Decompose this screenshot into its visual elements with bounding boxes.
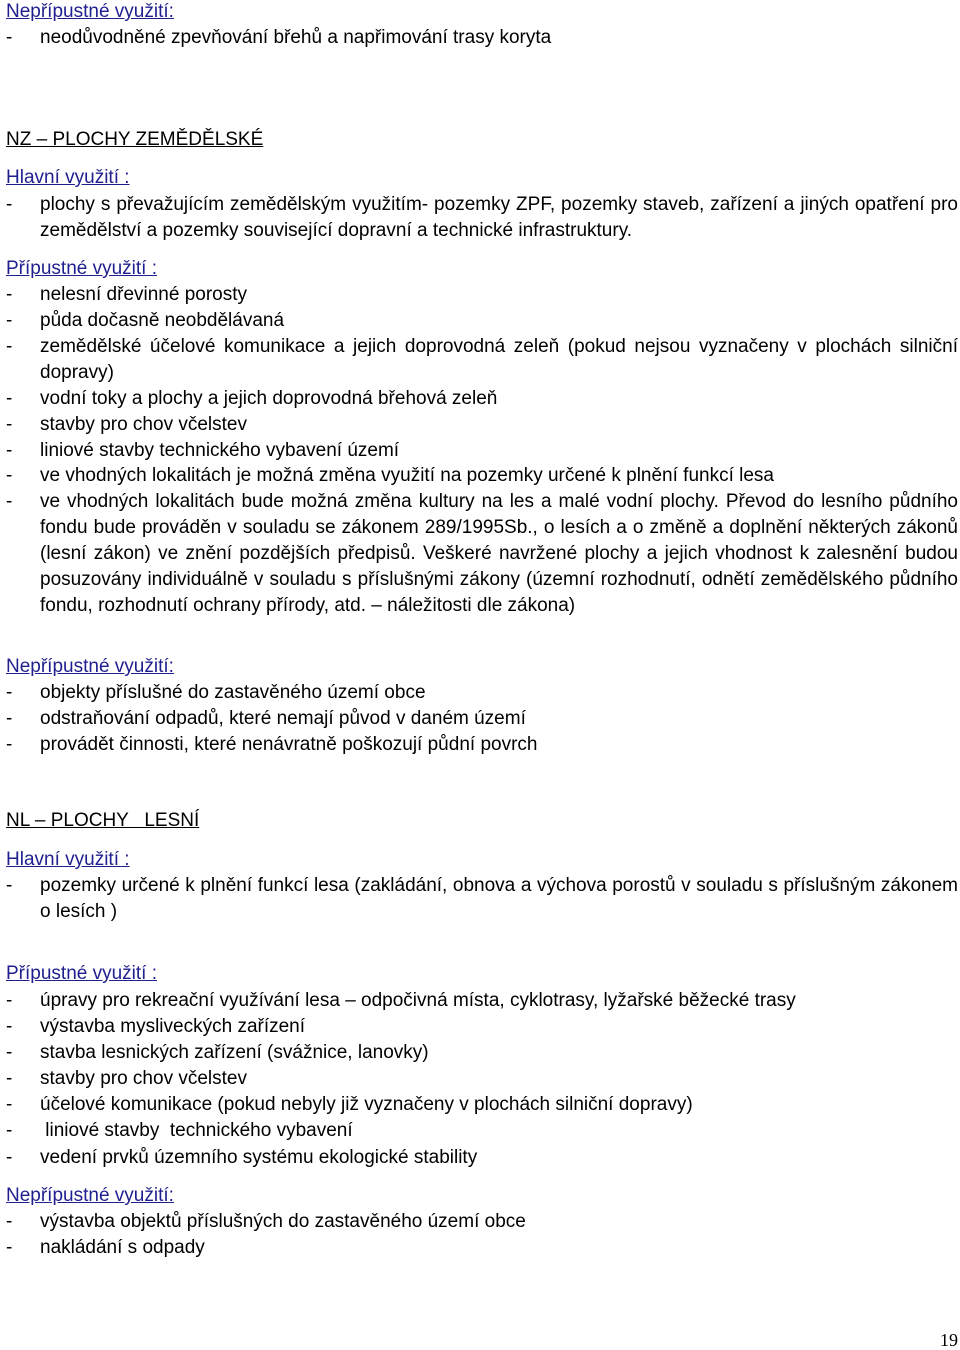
list-item: odstraňování odpadů, které nemají původ v daném území — [40, 708, 526, 729]
heading-forbidden-nz: Nepřípustné využití: — [6, 656, 174, 677]
bullet-dash: - — [6, 1016, 13, 1037]
bullet-dash: - — [6, 990, 13, 1011]
bullet-dash: - — [6, 1120, 13, 1141]
list-item: pozemky určené k plnění funkcí lesa (zakládání, obnova a výchova porostů v souladu s příslušným zákonem o lesích ) — [40, 875, 958, 922]
bullet-dash: - — [6, 194, 13, 215]
list-item: provádět činnosti, které nenávratně poškozují půdní povrch — [40, 734, 538, 755]
bullet-dash: - — [6, 1211, 13, 1232]
list-item: zemědělské účelové komunikace a jejich doprovodná zeleň (pokud nejsou vyznačeny v plochách silniční dopravy) — [40, 336, 958, 383]
heading-main-nz: Hlavní využití : — [6, 167, 130, 188]
bullet-dash: - — [6, 734, 13, 755]
list-item: úpravy pro rekreační využívání lesa – odpočivná místa, cyklotrasy, lyžařské běžecké trasy — [40, 990, 796, 1011]
list-item: neodůvodněné zpevňování břehů a napřimování trasy koryta — [40, 27, 552, 48]
bullet-dash: - — [6, 284, 13, 305]
list-item: půda dočasně neobdělávaná — [40, 310, 285, 331]
list-item: výstavba objektů příslušných do zastavěného území obce — [40, 1211, 526, 1232]
bullet-dash: - — [6, 491, 13, 512]
list-item: vedení prvků územního systému ekologické stability — [40, 1147, 478, 1168]
section-title-nl: NL – PLOCHY LESNÍ — [6, 810, 200, 831]
bullet-dash: - — [6, 682, 13, 703]
bullet-dash: - — [6, 875, 13, 896]
list-item: liniové stavby technického vybavení území — [40, 440, 400, 461]
bullet-dash: - — [6, 1042, 13, 1063]
list-item: nakládání s odpady — [40, 1237, 205, 1258]
bullet-dash: - — [6, 1147, 13, 1168]
list-item: liniové stavby technického vybavení — [40, 1120, 353, 1141]
list-item: ve vhodných lokalitách bude možná změna kultury na les a malé vodní plochy. Převod do lesního půdního fondu bude prováděn v souladu se zákonem 289/1995Sb., o lesích a o změně a doplnění některých zákonů (lesní zákon) ve znění pozdějších předpisů. Veškeré navržené plochy a jejich vhodnost k zalesnění budou posuzovány individuálně v souladu s příslušnými zákony (územní rozhodnutí, odnětí zemědělského půdního fondu, rozhodnutí ochrany přírody, atd. – náležitosti dle zákona) — [40, 491, 958, 616]
bullet-dash: - — [6, 1068, 13, 1089]
bullet-dash: - — [6, 336, 13, 357]
heading-allowed-nz: Přípustné využití : — [6, 258, 158, 279]
bullet-dash: - — [6, 388, 13, 409]
section-title-nz: NZ – PLOCHY ZEMĚDĚLSKÉ — [6, 129, 264, 150]
bullet-dash: - — [6, 440, 13, 461]
list-item: plochy s převažujícím zemědělským využitím- pozemky ZPF, pozemky staveb, zařízení a jiných opatření pro zemědělství a pozemky související dopravní a technické infrastruktury. — [40, 194, 958, 241]
list-item: objekty příslušné do zastavěného území obce — [40, 682, 426, 703]
bullet-dash: - — [6, 465, 13, 486]
bullet-dash: - — [6, 310, 13, 331]
heading-forbidden-nl: Nepřípustné využití: — [6, 1185, 174, 1206]
heading-main-nl: Hlavní využití : — [6, 849, 130, 870]
bullet-dash: - — [6, 1237, 13, 1258]
list-item: výstavba mysliveckých zařízení — [40, 1016, 306, 1037]
bullet-dash: - — [6, 27, 13, 48]
page-number: 19 — [940, 1330, 958, 1350]
bullet-dash: - — [6, 1094, 13, 1115]
list-item: stavby pro chov včelstev — [40, 1068, 247, 1089]
bullet-dash: - — [6, 708, 13, 729]
list-item: stavba lesnických zařízení (svážnice, lanovky) — [40, 1042, 429, 1063]
bullet-dash: - — [6, 414, 13, 435]
list-item: stavby pro chov včelstev — [40, 414, 247, 435]
heading-allowed-nl: Přípustné využití : — [6, 963, 158, 984]
heading-forbidden-top: Nepřípustné využití: — [6, 1, 174, 22]
list-item: ve vhodných lokalitách je možná změna využití na pozemky určené k plnění funkcí lesa — [40, 465, 774, 486]
list-item: nelesní dřevinné porosty — [40, 284, 248, 305]
list-item: vodní toky a plochy a jejich doprovodná břehová zeleň — [40, 388, 498, 409]
list-item: účelové komunikace (pokud nebyly již vyznačeny v plochách silniční dopravy) — [40, 1094, 693, 1115]
